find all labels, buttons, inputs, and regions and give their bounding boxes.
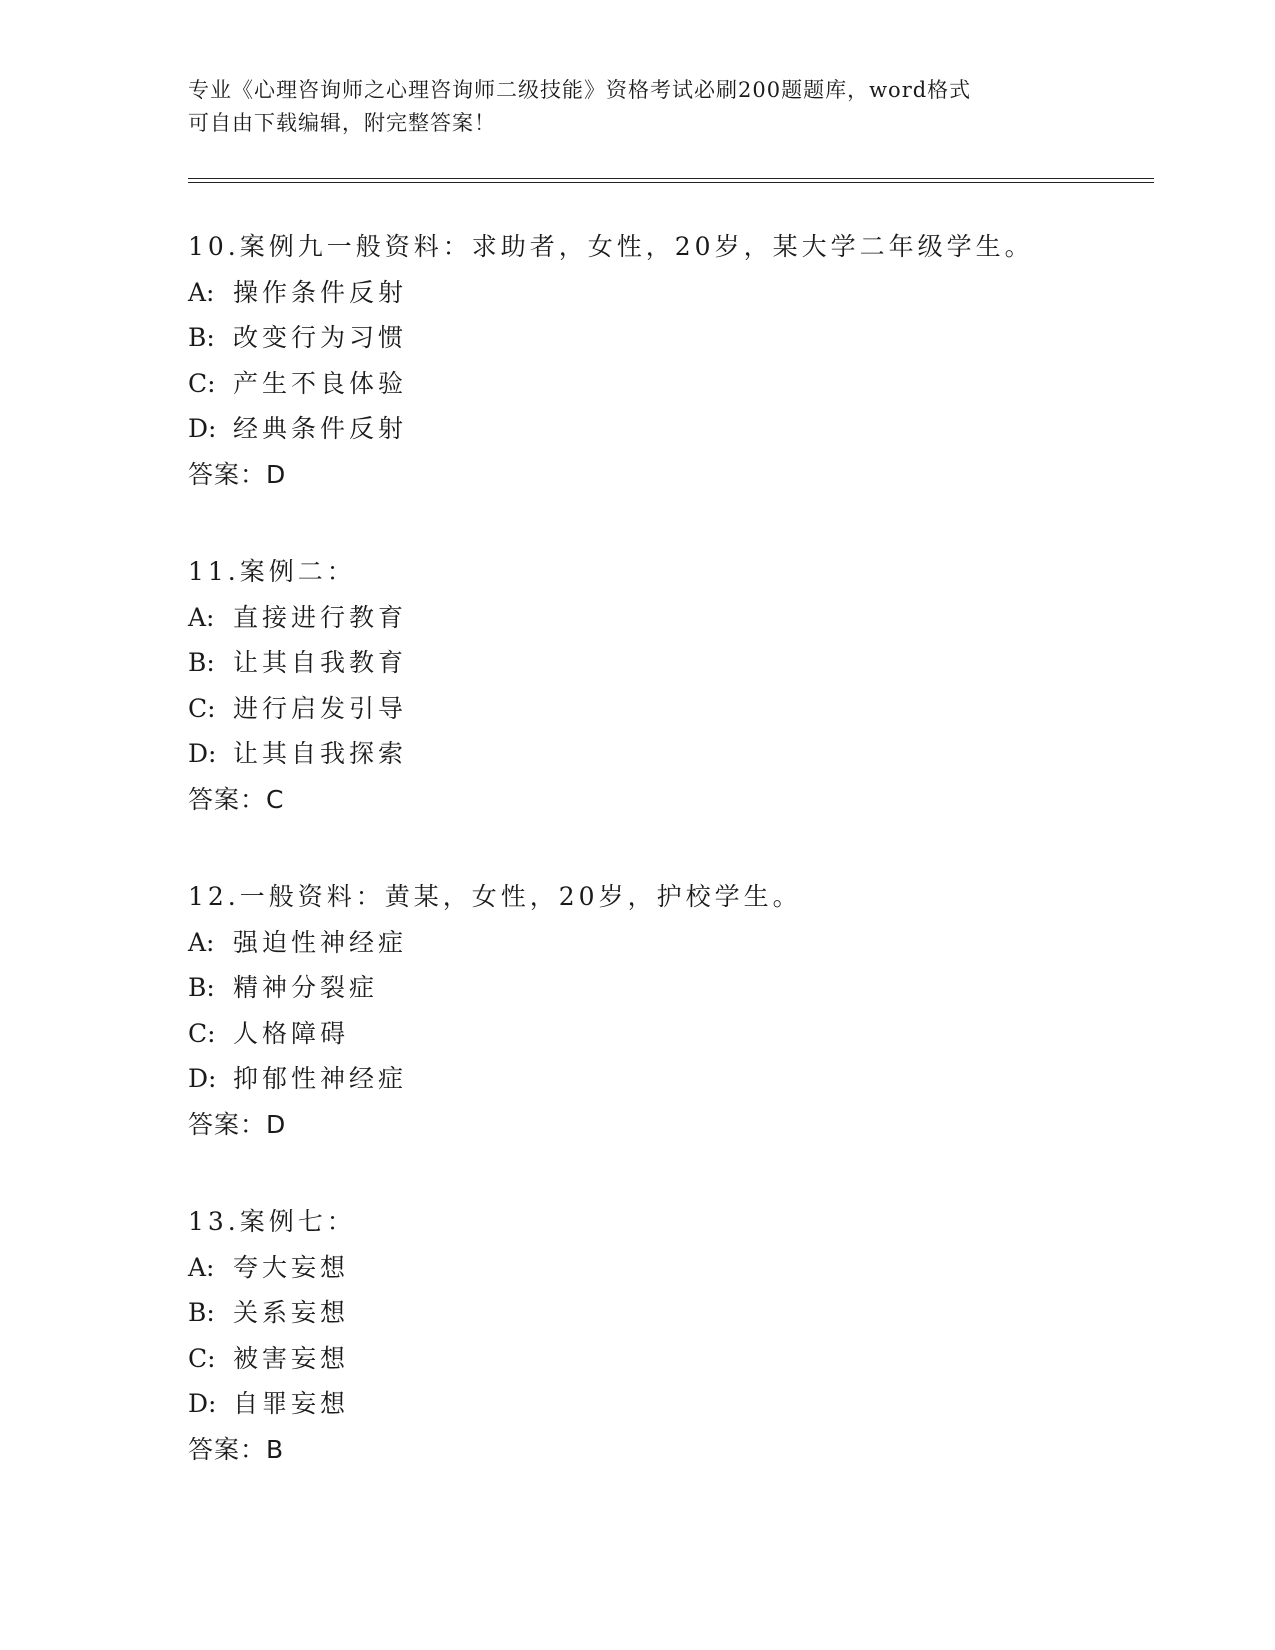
option-a bbox=[188, 270, 1148, 316]
question-stem: 13.案例七： bbox=[188, 1207, 356, 1236]
question-12 bbox=[188, 874, 1148, 1147]
option-c bbox=[188, 1336, 1148, 1382]
option-text: 操作条件反射 bbox=[233, 277, 408, 307]
option-key: A: bbox=[188, 1252, 215, 1282]
option-d bbox=[188, 406, 1148, 452]
option-a bbox=[188, 1245, 1148, 1291]
option-text: 人格障碍 bbox=[233, 1018, 350, 1048]
option-key: A: bbox=[188, 602, 215, 632]
option-key: C: bbox=[188, 1018, 216, 1048]
option-b bbox=[188, 1290, 1148, 1336]
document-header bbox=[188, 74, 1088, 140]
option-key: D: bbox=[188, 739, 217, 768]
option-key: A: bbox=[188, 927, 215, 957]
option-a bbox=[188, 595, 1148, 641]
option-c bbox=[188, 686, 1148, 732]
question-11 bbox=[188, 549, 1148, 822]
option-text: 精神分裂症 bbox=[233, 973, 379, 1002]
option-d bbox=[188, 731, 1148, 777]
option-text: 自罪妄想 bbox=[233, 1389, 350, 1418]
option-key: C: bbox=[188, 368, 216, 398]
option-text: 经典条件反射 bbox=[233, 414, 408, 443]
option-text: 产生不良体验 bbox=[233, 368, 408, 398]
answer-line: 答案：D bbox=[188, 1109, 287, 1139]
option-d bbox=[188, 1381, 1148, 1427]
option-key: C: bbox=[188, 693, 216, 723]
option-key: B: bbox=[188, 1298, 215, 1327]
answer-line: 答案：C bbox=[188, 784, 285, 814]
option-key: C: bbox=[188, 1343, 216, 1373]
option-text: 被害妄想 bbox=[233, 1343, 350, 1373]
question-10 bbox=[188, 224, 1148, 497]
option-b bbox=[188, 315, 1148, 361]
option-text: 改变行为习惯 bbox=[233, 323, 408, 352]
option-key: D: bbox=[188, 1389, 217, 1418]
option-key: D: bbox=[188, 1064, 217, 1093]
option-key: B: bbox=[188, 973, 215, 1002]
option-b bbox=[188, 640, 1148, 686]
header-title-line-2: 可自由下载编辑，附完整答案！ bbox=[188, 111, 496, 135]
question-13 bbox=[188, 1199, 1148, 1472]
answer-line: 答案：B bbox=[188, 1434, 285, 1464]
question-stem: 12.一般资料：黄某，女性，20岁，护校学生。 bbox=[188, 882, 802, 911]
option-text: 夸大妄想 bbox=[233, 1252, 350, 1282]
option-c bbox=[188, 361, 1148, 407]
question-stem: 10.案例九一般资料：求助者，女性，20岁，某大学二年级学生。 bbox=[188, 232, 1034, 261]
option-key: D: bbox=[188, 414, 217, 443]
option-text: 让其自我教育 bbox=[233, 648, 408, 677]
option-b bbox=[188, 965, 1148, 1011]
option-text: 抑郁性神经症 bbox=[233, 1064, 408, 1093]
option-key: A: bbox=[188, 277, 215, 307]
header-divider bbox=[188, 178, 1154, 183]
option-key: B: bbox=[188, 323, 215, 352]
option-a bbox=[188, 920, 1148, 966]
option-text: 关系妄想 bbox=[233, 1298, 350, 1327]
option-text: 直接进行教育 bbox=[233, 602, 408, 632]
option-text: 进行启发引导 bbox=[233, 693, 408, 723]
question-stem: 11.案例二： bbox=[188, 557, 356, 586]
option-c bbox=[188, 1011, 1148, 1057]
option-text: 让其自我探索 bbox=[233, 739, 408, 768]
header-title-line-1: 专业《心理咨询师之心理咨询师二级技能》资格考试必刷200题题库，word格式 bbox=[188, 78, 972, 102]
option-key: B: bbox=[188, 648, 215, 677]
answer-line: 答案：D bbox=[188, 459, 287, 489]
option-text: 强迫性神经症 bbox=[233, 927, 408, 957]
option-d bbox=[188, 1056, 1148, 1102]
